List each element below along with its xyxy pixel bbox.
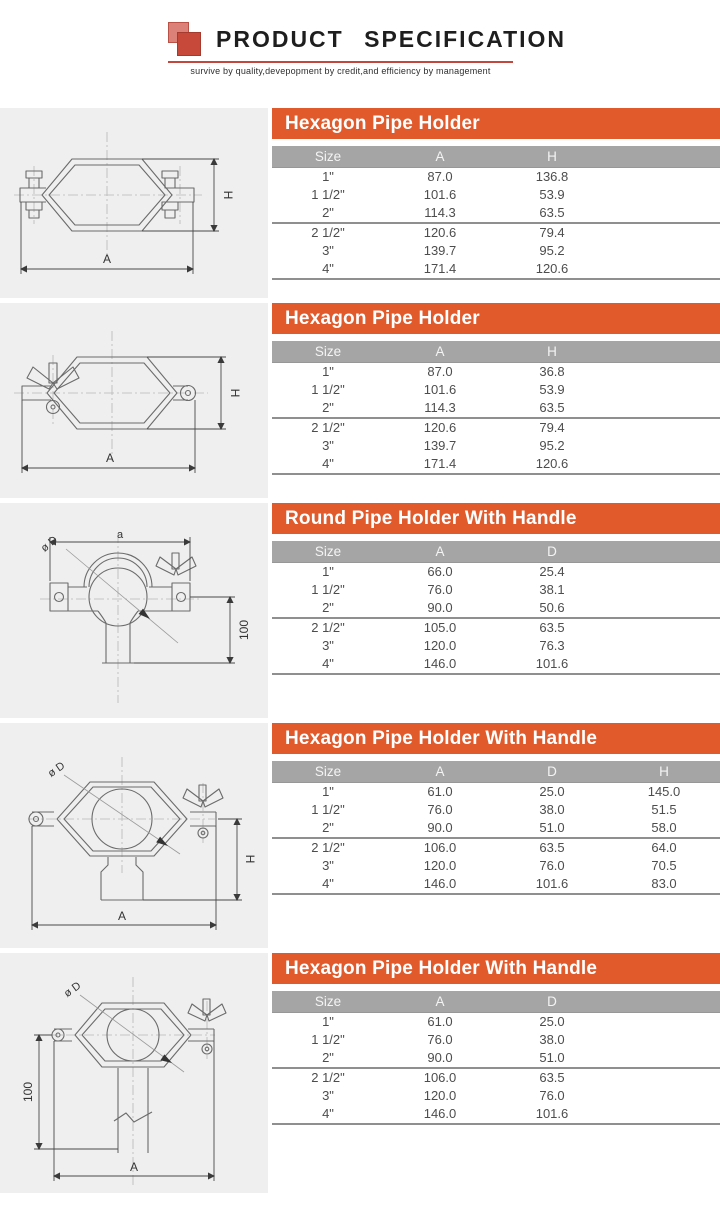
table-cell: 1 1/2": [311, 802, 345, 817]
table-cell-empty: [608, 1013, 720, 1032]
table-cell-empty: [608, 1031, 720, 1049]
col-size: Size: [272, 761, 384, 783]
table-cell: 101.6: [535, 656, 569, 671]
table-cell-empty: [608, 599, 720, 618]
table-cell: 51.0: [539, 820, 565, 835]
col-size: Size: [272, 541, 384, 563]
spec-table: [272, 341, 720, 475]
table-cell-empty: [608, 168, 720, 187]
table-cell: 38.0: [539, 802, 565, 817]
table-cell: 120.6: [384, 223, 496, 242]
table-cell: 2": [322, 820, 334, 835]
table-row: [272, 204, 720, 223]
table-cell: 120.6: [535, 456, 569, 471]
table-row: [272, 838, 720, 857]
table-header-row: [272, 761, 720, 783]
table-cell: 76.0: [427, 1032, 453, 1047]
table-cell: 36.8: [539, 364, 565, 379]
table-cell: 3": [322, 638, 334, 653]
table-cell: 76.0: [427, 802, 453, 817]
section-hexagon-pipe-holder-handle-1: [0, 723, 720, 948]
table-cell: 25.4: [539, 564, 565, 579]
table-row: [272, 563, 720, 582]
table-cell-empty: [608, 186, 720, 204]
table-cell: 136.8: [535, 169, 569, 184]
table-cell: 3": [322, 1088, 334, 1103]
table-cell: 3": [322, 243, 334, 258]
dim-label-stem: 100: [21, 1081, 35, 1103]
table-row: [272, 242, 720, 260]
dim-label-diameter: ø D: [61, 979, 84, 1000]
table-cell: 101.6: [535, 876, 569, 891]
diagram-panel: [0, 303, 268, 498]
table-cell-empty: [608, 242, 720, 260]
dim-label-h: H: [228, 388, 242, 398]
table-cell: 63.5: [496, 1068, 608, 1087]
table-cell: 87.0: [427, 364, 453, 379]
table-cell: 146.0: [423, 656, 457, 671]
table-cell: 1 1/2": [311, 382, 345, 397]
diagram-panel: [0, 108, 268, 298]
table-cell: 63.5: [496, 838, 608, 857]
table-cell: 4": [322, 656, 334, 671]
table-cell: 3": [322, 438, 334, 453]
table-cell: 90.0: [427, 600, 453, 615]
table-cell: 66.0: [427, 564, 453, 579]
table-cell-empty: [608, 381, 720, 399]
table-cell: 87.0: [427, 169, 453, 184]
table-cell: 145.0: [647, 784, 681, 799]
table-cell: 4": [322, 456, 334, 471]
col-empty: [608, 341, 720, 363]
spec-table: [272, 146, 720, 280]
table-cell: 58.0: [651, 820, 677, 835]
table-row: [272, 455, 720, 474]
table-cell: 61.0: [427, 784, 453, 799]
col-a: A: [384, 991, 496, 1013]
table-cell: 171.4: [423, 261, 457, 276]
table-cell: 70.5: [651, 858, 677, 873]
table-cell-empty: [608, 1105, 720, 1124]
col-empty: [608, 146, 720, 168]
table-cell-empty: [608, 1087, 720, 1105]
table-row: [272, 223, 720, 242]
col-a: A: [384, 541, 496, 563]
table-cell: 4": [322, 1106, 334, 1121]
table-cell: 1": [322, 1014, 334, 1029]
spec-table: [272, 541, 720, 675]
dim-label-top: a: [116, 529, 124, 541]
table-cell: 106.0: [384, 838, 496, 857]
table-cell: 120.6: [384, 418, 496, 437]
table-cell: 50.6: [539, 600, 565, 615]
table-row: [272, 637, 720, 655]
table-cell: 76.0: [427, 582, 453, 597]
page-title: PRODUCT SPECIFICATION: [216, 25, 567, 52]
table-cell: 95.2: [539, 243, 565, 258]
hexagon-pipe-holder-long-handle-diagram: [0, 953, 268, 1193]
col-size: Size: [272, 991, 384, 1013]
table-cell: 2 1/2": [272, 1068, 384, 1087]
table-header-row: [272, 146, 720, 168]
table-cell: 79.4: [496, 418, 608, 437]
table-cell: 95.2: [539, 438, 565, 453]
table-cell: 2": [322, 205, 334, 220]
hexagon-pipe-holder-handle-diagram: [0, 723, 268, 948]
table-row: [272, 618, 720, 637]
col-empty: [608, 541, 720, 563]
table-row: [272, 1013, 720, 1032]
section-hexagon-pipe-holder-2: [0, 303, 720, 498]
table-row: [272, 599, 720, 618]
table-row: [272, 260, 720, 279]
table-cell: 114.3: [424, 205, 456, 220]
col-a: A: [384, 761, 496, 783]
table-cell: 106.0: [384, 1068, 496, 1087]
dim-label-h: H: [221, 190, 235, 200]
table-cell-empty: [608, 223, 720, 242]
table-cell: 1": [322, 564, 334, 579]
hexagon-pipe-holder-hinged-diagram: [0, 303, 268, 498]
table-cell-empty: [608, 260, 720, 279]
section-title: Hexagon Pipe Holder: [272, 303, 720, 334]
table-cell: 38.0: [539, 1032, 565, 1047]
table-cell: 114.3: [424, 400, 456, 415]
round-pipe-holder-handle-diagram: [0, 503, 268, 718]
table-cell-empty: [608, 437, 720, 455]
diagram-panel: [0, 953, 268, 1193]
table-cell-empty: [608, 563, 720, 582]
dim-label-a: A: [117, 909, 127, 923]
spec-table: [272, 991, 720, 1125]
table-cell-empty: [608, 637, 720, 655]
table-row: [272, 875, 720, 894]
table-cell-empty: [608, 363, 720, 382]
table-cell: 51.5: [651, 802, 677, 817]
table-row: [272, 418, 720, 437]
table-cell: 1 1/2": [311, 187, 345, 202]
col-d: D: [496, 541, 608, 563]
dim-label-stem: 100: [237, 619, 251, 641]
table-cell: 61.0: [427, 1014, 453, 1029]
table-row: [272, 399, 720, 418]
table-cell: 120.0: [423, 858, 457, 873]
spec-table: [272, 761, 720, 895]
table-row: [272, 168, 720, 187]
table-cell: 2 1/2": [272, 838, 384, 857]
table-cell: 64.0: [608, 838, 720, 857]
table-cell: 2": [322, 1050, 334, 1065]
table-cell: 3": [322, 858, 334, 873]
table-cell: 76.3: [539, 638, 565, 653]
table-cell: 63.5: [496, 618, 608, 637]
table-cell: 38.1: [539, 582, 565, 597]
dim-label-a: A: [102, 252, 112, 266]
dim-label-h: H: [243, 854, 257, 864]
table-cell: 83.0: [651, 876, 677, 891]
table-cell: 146.0: [423, 1106, 457, 1121]
table-cell: 101.6: [423, 187, 457, 202]
table-cell: 171.4: [423, 456, 457, 471]
table-cell: 2 1/2": [272, 418, 384, 437]
table-cell-empty: [608, 581, 720, 599]
table-row: [272, 1087, 720, 1105]
table-cell-empty: [608, 655, 720, 674]
table-row: [272, 437, 720, 455]
dim-label-diameter: ø D: [45, 759, 68, 780]
dim-label-a: A: [129, 1160, 139, 1174]
col-d: D: [496, 761, 608, 783]
table-cell: 120.0: [423, 638, 457, 653]
table-row: [272, 801, 720, 819]
table-cell: 1": [322, 364, 334, 379]
table-cell-empty: [608, 1068, 720, 1087]
col-d: D: [496, 991, 608, 1013]
table-row: [272, 363, 720, 382]
table-header-row: [272, 541, 720, 563]
table-row: [272, 1068, 720, 1087]
table-header-row: [272, 341, 720, 363]
table-cell-empty: [608, 204, 720, 223]
table-cell: 76.0: [539, 1088, 565, 1103]
table-row: [272, 655, 720, 674]
table-row: [272, 1031, 720, 1049]
table-cell: 53.9: [539, 187, 565, 202]
table-cell: 4": [322, 261, 334, 276]
table-cell: 63.5: [539, 205, 565, 220]
section-title: Hexagon Pipe Holder With Handle: [272, 953, 720, 984]
table-cell: 25.0: [539, 784, 565, 799]
table-cell: 120.0: [423, 1088, 457, 1103]
hexagon-pipe-holder-diagram: [0, 108, 268, 298]
page-header: [0, 0, 720, 108]
table-cell: 2": [322, 600, 334, 615]
table-cell: 4": [322, 876, 334, 891]
table-cell: 25.0: [539, 1014, 565, 1029]
table-cell-empty: [608, 1049, 720, 1068]
table-cell: 105.0: [384, 618, 496, 637]
table-cell: 1 1/2": [311, 582, 345, 597]
col-h: H: [496, 146, 608, 168]
brand-logo: [168, 20, 204, 58]
col-a: A: [384, 341, 496, 363]
table-cell: 139.7: [423, 438, 457, 453]
table-cell-empty: [608, 418, 720, 437]
col-size: Size: [272, 341, 384, 363]
table-cell: 76.0: [539, 858, 565, 873]
dim-label-diameter: ø D: [38, 533, 61, 555]
table-row: [272, 857, 720, 875]
table-row: [272, 381, 720, 399]
table-cell: 2 1/2": [272, 618, 384, 637]
table-cell-empty: [608, 399, 720, 418]
table-cell: 139.7: [423, 243, 457, 258]
table-cell: 101.6: [535, 1106, 569, 1121]
table-cell: 1 1/2": [311, 1032, 345, 1047]
dim-label-a: A: [105, 451, 115, 465]
table-cell: 2": [322, 400, 334, 415]
col-empty: [608, 991, 720, 1013]
table-row: [272, 186, 720, 204]
table-cell-empty: [608, 455, 720, 474]
section-title: Hexagon Pipe Holder With Handle: [272, 723, 720, 754]
table-cell: 2 1/2": [272, 223, 384, 242]
table-row: [272, 783, 720, 802]
table-cell: 146.0: [423, 876, 457, 891]
section-title: Hexagon Pipe Holder: [272, 108, 720, 139]
table-cell-empty: [608, 618, 720, 637]
table-row: [272, 1049, 720, 1068]
table-cell: 1": [322, 784, 334, 799]
col-h: H: [496, 341, 608, 363]
section-hexagon-pipe-holder-1: [0, 108, 720, 298]
table-cell: 90.0: [427, 820, 453, 835]
table-row: [272, 1105, 720, 1124]
table-cell: 63.5: [539, 400, 565, 415]
header-underline: [168, 61, 513, 63]
table-header-row: [272, 991, 720, 1013]
table-cell: 1": [322, 169, 334, 184]
table-cell: 101.6: [423, 382, 457, 397]
table-cell: 120.6: [535, 261, 569, 276]
section-hexagon-pipe-holder-handle-2: [0, 953, 720, 1193]
table-cell: 79.4: [496, 223, 608, 242]
section-title: Round Pipe Holder With Handle: [272, 503, 720, 534]
col-size: Size: [272, 146, 384, 168]
col-a: A: [384, 146, 496, 168]
section-round-pipe-holder-handle: [0, 503, 720, 718]
table-cell: 90.0: [427, 1050, 453, 1065]
table-row: [272, 819, 720, 838]
logo-square-front-icon: [177, 32, 201, 56]
col-h: H: [608, 761, 720, 783]
table-row: [272, 581, 720, 599]
diagram-panel: [0, 723, 268, 948]
diagram-panel: [0, 503, 268, 718]
table-cell: 53.9: [539, 382, 565, 397]
header-tagline: survive by quality,devepopment by credit,and efficiency by management: [190, 66, 491, 76]
table-cell: 51.0: [539, 1050, 565, 1065]
